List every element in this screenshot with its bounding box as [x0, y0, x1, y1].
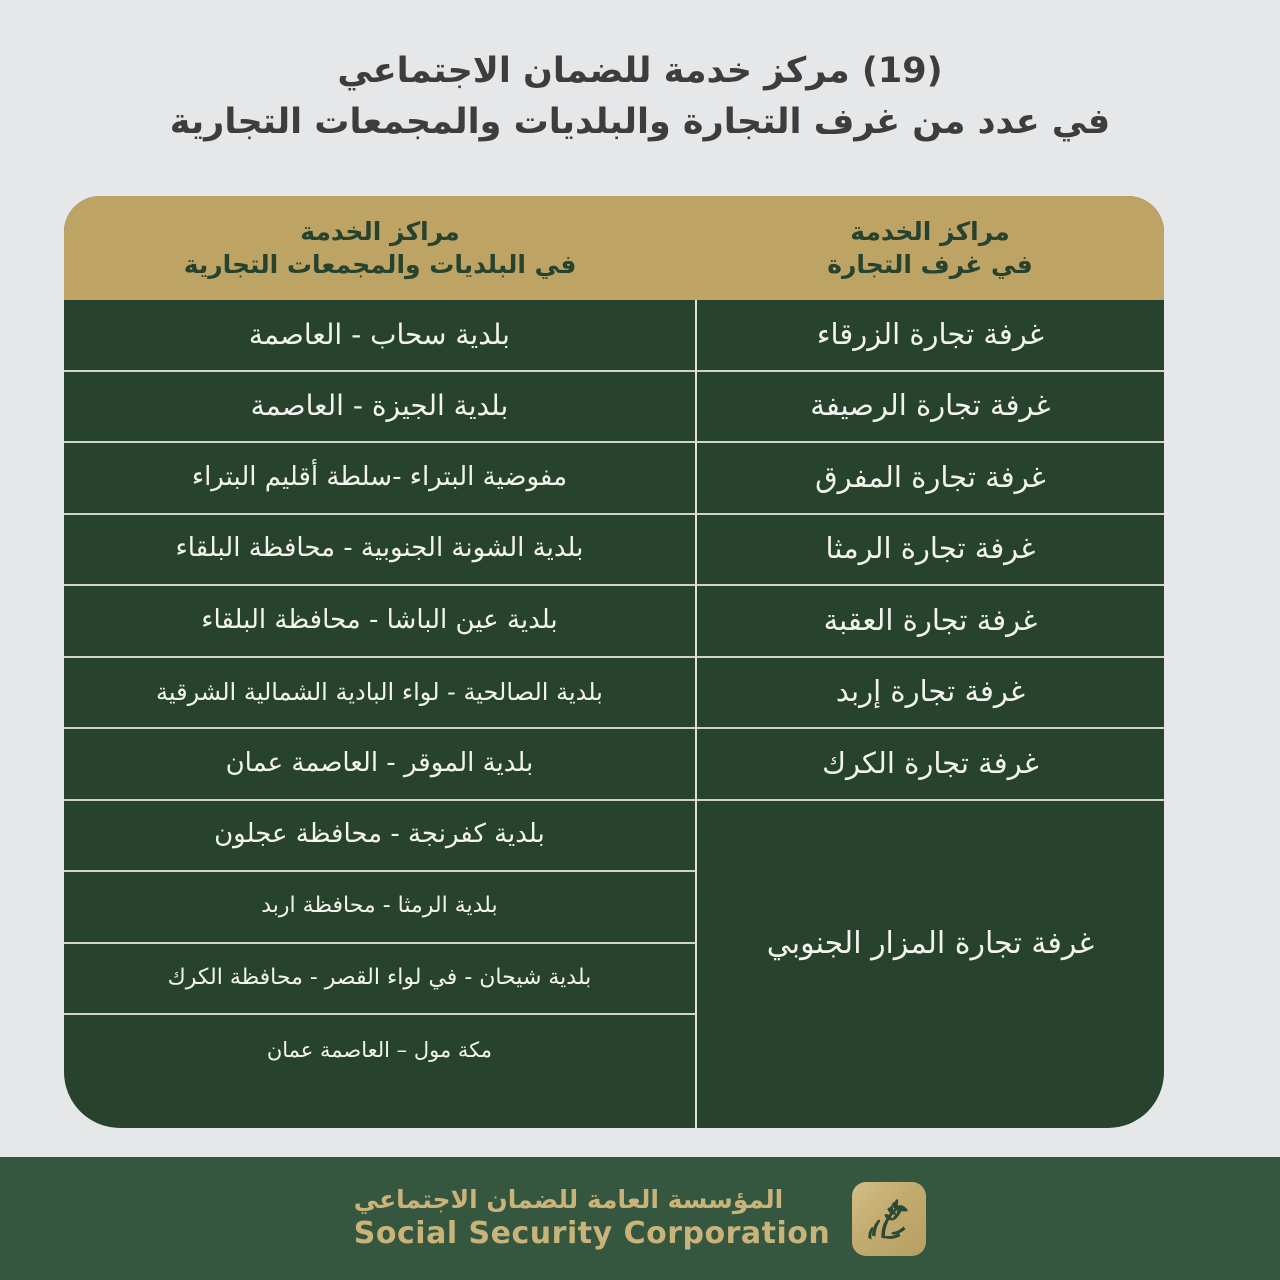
table-row: بلدية الصالحية - لواء البادية الشمالية الشرقية: [64, 658, 695, 730]
service-centers-table: [64, 196, 1164, 1128]
table-row: بلدية الجيزة - العاصمة: [64, 372, 695, 444]
table-row: بلدية سحاب - العاصمة: [64, 300, 695, 372]
table-row: غرفة تجارة المفرق: [697, 443, 1164, 515]
column-header-municipalities: [64, 196, 696, 300]
table-row: غرفة تجارة إربد: [697, 658, 1164, 730]
table-row: بلدية عين الباشا - محافظة البلقاء: [64, 586, 695, 658]
footer-name-english: Social Security Corporation: [353, 1216, 831, 1252]
column-header-chambers: [696, 196, 1164, 300]
page-title: [0, 46, 1280, 148]
column-divider: [695, 300, 697, 1128]
table-row: بلدية الموقر - العاصمة عمان: [64, 729, 695, 801]
table-row: بلدية كفرنجة - محافظة عجلون: [64, 801, 695, 873]
table-header-row: [64, 196, 1164, 300]
column-header-municipalities-line-2: في البلديات والمجمعات التجارية: [183, 250, 577, 279]
column-header-chambers-line-1: مراكز الخدمة: [850, 217, 1010, 246]
footer-name-arabic: المؤسسة العامة للضمان الاجتماعي: [353, 1185, 784, 1215]
table-body: [64, 300, 1164, 1128]
table-row: مفوضية البتراء -سلطة أقليم البتراء: [64, 443, 695, 515]
page-title-line-1: (19) مركز خدمة للضمان الاجتماعي: [337, 51, 943, 91]
table-row: غرفة تجارة الرصيفة: [697, 372, 1164, 444]
table-row: بلدية شيحان - في لواء القصر - محافظة الكرك: [64, 944, 695, 1016]
table-row: غرفة تجارة العقبة: [697, 586, 1164, 658]
page-title-line-2: في عدد من غرف التجارة والبلديات والمجمعات التجارية: [169, 101, 1111, 142]
column-header-municipalities-line-1: مراكز الخدمة: [300, 217, 460, 246]
olive-branch-icon: [864, 1194, 914, 1244]
table-row: غرفة تجارة المزار الجنوبي: [766, 925, 1095, 961]
table-row: مكة مول – العاصمة عمان: [266, 1038, 492, 1063]
column-header-chambers-line-2: في غرف التجارة: [827, 250, 1033, 279]
table-row: بلدية الشونة الجنوبية - محافظة البلقاء: [64, 515, 695, 587]
table-row: بلدية الرمثا - محافظة اربد: [64, 872, 695, 944]
chambers-column: [697, 300, 1164, 1128]
footer-bar: [0, 1157, 1280, 1280]
table-row: غرفة تجارة الكرك: [697, 729, 1164, 801]
table-row: غرفة تجارة الزرقاء: [697, 300, 1164, 372]
municipalities-column: [64, 300, 695, 1128]
ssc-logo: [852, 1182, 926, 1256]
footer-organization-name: [354, 1184, 830, 1253]
table-row: غرفة تجارة الرمثا: [697, 515, 1164, 587]
